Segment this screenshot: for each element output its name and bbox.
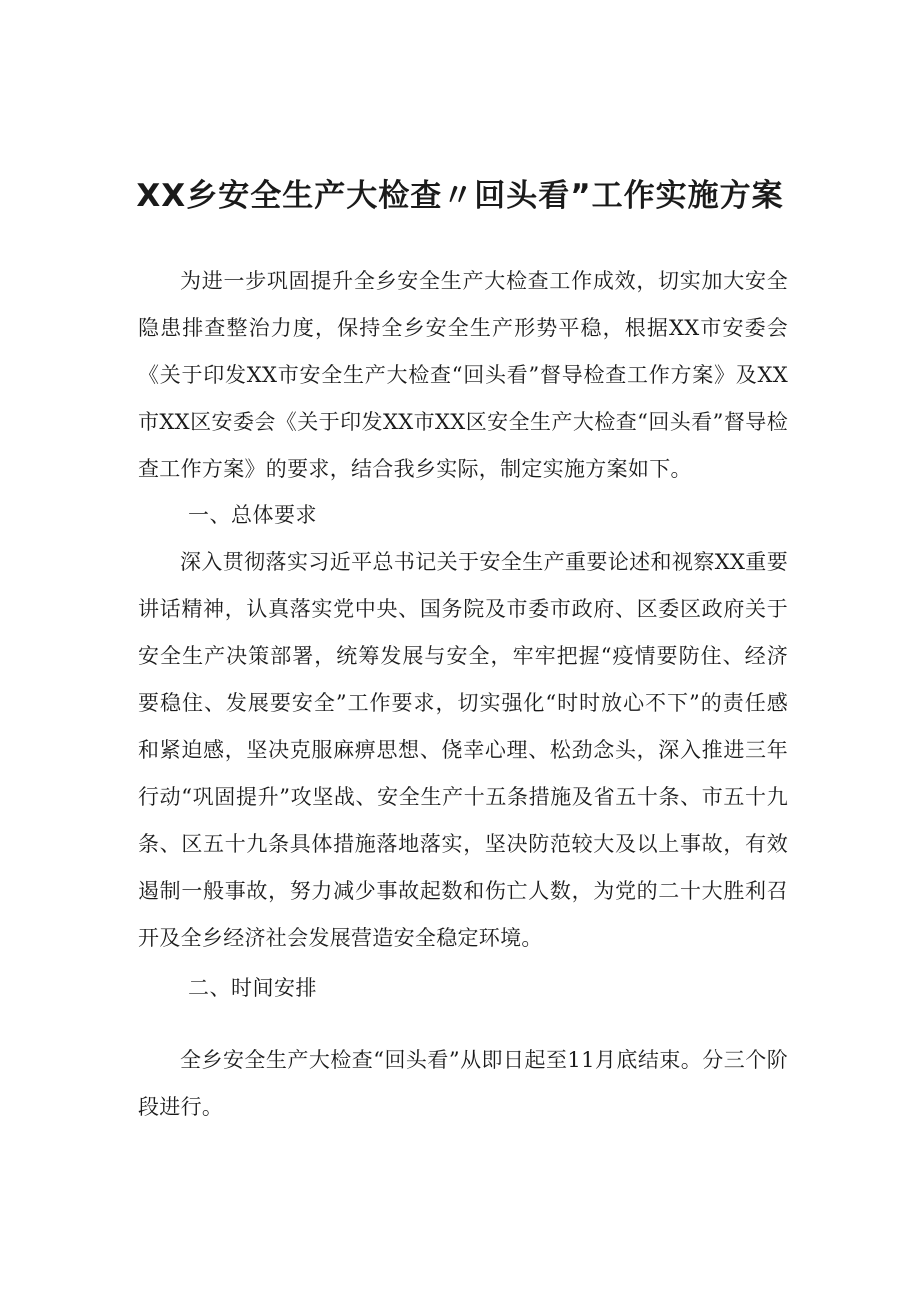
document-title: XX乡安全生产大检查〃回头看”工作实施方案 — [136, 178, 784, 214]
section-heading-general-requirements: 一、总体要求 — [188, 503, 317, 527]
section-heading-schedule: 二、时间安排 — [188, 976, 317, 1000]
schedule-paragraph: 全乡安全生产大检查“回头看”从即日起至11月底结束。分三个阶段进行。 — [138, 1048, 788, 1119]
general-requirements-paragraph: 深入贯彻落实习近平总书记关于安全生产重要论述和视察XX重要讲话精神，认真落实党中央、国务院及市委市政府、区委区政府关于安全生产决策部署，统筹发展与安全，牢牢把握“疫情要防住、经济要稳住、发展要安全”工作要求，切实强化“时时放心不下”的责任感和紧迫感，坚决克服麻痹思想、侥幸心理、松劲念头，深入推进三年行动“巩固提升”攻坚战、安全生产十五条措施及省五十条、市五十九条、区五十九条具体措施落地落实，坚决防范较大及以上事故，有效遏制一般事故，努力减少事故起数和伤亡人数，为党的二十大胜利召开及全乡经济社会发展营造安全稳定环境。 — [138, 550, 788, 950]
intro-paragraph: 为进一步巩固提升全乡安全生产大检查工作成效，切实加大安全隐患排查整治力度，保持全乡安全生产形势平稳，根据XX市安委会《关于印发XX市安全生产大检查“回头看”督导检查工作方案》及XX市XX区安委会《关于印发XX市XX区安全生产大检查“回头看”督导检查工作方案》的要求，结合我乡实际，制定实施方案如下。 — [138, 269, 788, 481]
